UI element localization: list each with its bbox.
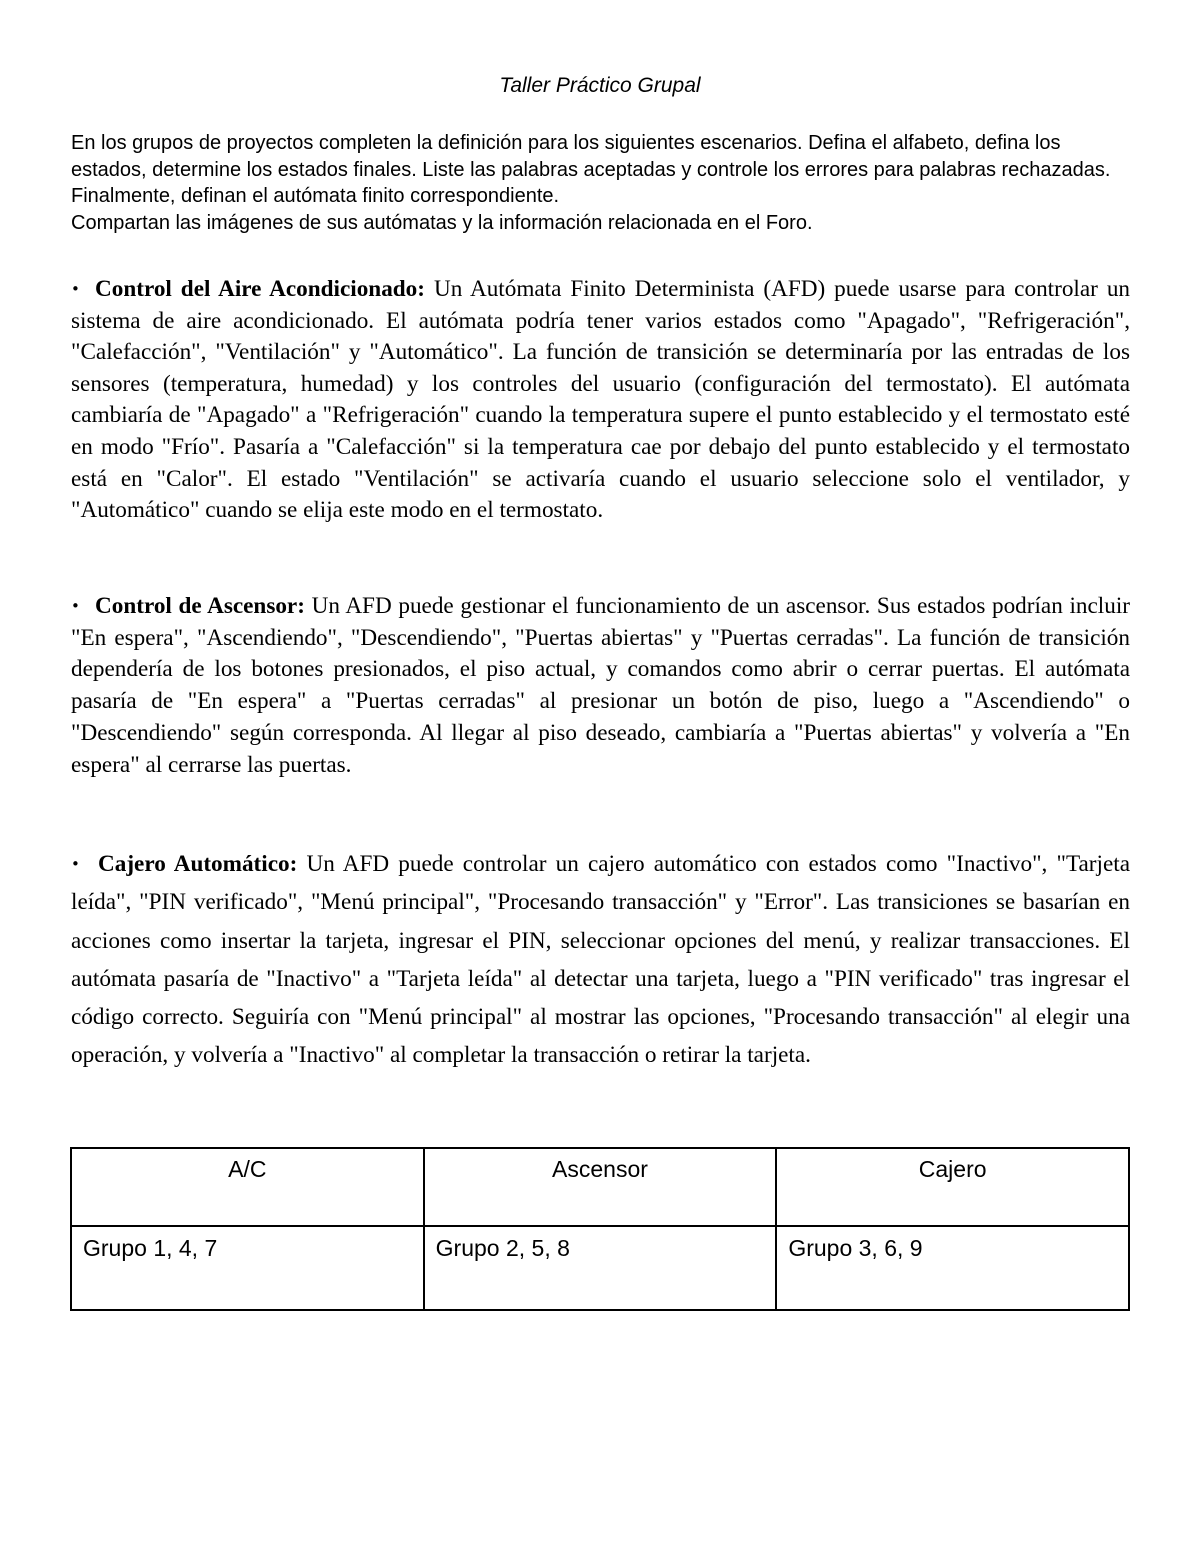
scenario-elevator [71,591,1130,781]
scenario-description: Un AFD puede controlar un cajero automático con estados como "Inactivo", "Tarjeta leída", "PIN verificado", "Menú principal", "Procesando transacción" y "Error". Las transiciones se basarían en acciones como insertar la tarjeta, ingresar el PIN, seleccionar opciones del menú, y realizar transacciones. El autómata pasaría de "Inactivo" a "Tarjeta leída" al detectar una tarjeta, luego a "PIN verificado" tras ingresar el código correcto. Seguiría con "Menú principal" al mostrar las opciones, "Procesando transacción" al elegir una operación, y volvería a "Inactivo" al completar la transacción o retirar la tarjeta. [71,851,1130,1069]
table-header-cell: A/C [71,1148,424,1226]
table-header-cell: Cajero [776,1148,1129,1226]
table-cell: Grupo 2, 5, 8 [424,1226,777,1310]
intro-paragraph: Compartan las imágenes de sus autómatas y la información relacionada en el Foro. [71,211,813,234]
scenario-description: Un AFD puede gestionar el funcionamiento de un ascensor. Sus estados podrían incluir "En espera", "Ascendiendo", "Descendiendo", "Puertas abiertas" y "Puertas cerradas". La función de transición dependería de los botones presionados, el piso actual, y comandos como abrir o cerrar puertas. El autómata pasaría de "En espera" a "Puertas cerradas" al presionar un botón de piso, luego a "Ascendiendo" o "Descendiendo" según corresponda. Al llegar al piso deseado, cambiaría a "Puertas abiertas" y volvería a "En espera" al cerrarse las puertas. [71,593,1130,778]
scenario-heading: Cajero Automático: [98,851,298,877]
table-cell: Grupo 1, 4, 7 [71,1226,424,1310]
bullet-icon: • [71,280,80,298]
table-header-cell: Ascensor [424,1148,777,1226]
intro-paragraph: En los grupos de proyectos completen la definición para los siguientes escenarios. Defina el alfabeto, defina los estados, determine los estados finales. Liste las palabras aceptadas y controle los errores para palabras rechazadas. Finalmente, definan el autómata finito correspondiente. [71,132,1111,207]
intro-instructions [71,130,1141,236]
scenario-heading: Control del Aire Acondicionado: [95,276,425,302]
bullet-icon: • [71,597,80,615]
scenario-heading: Control de Ascensor: [95,593,305,619]
table-cell: Grupo 3, 6, 9 [776,1226,1129,1310]
table-header-row [71,1148,1129,1226]
table-row [71,1226,1129,1310]
scenario-description: Un Autómata Finito Determinista (AFD) puede usarse para controlar un sistema de aire acondicionado. El autómata podría tener varios estados como "Apagado", "Refrigeración", "Calefacción", "Ventilación" y "Automático". La función de transición se determinaría por las entradas de los sensores (temperatura, humedad) y los controles del usuario (configuración del termostato). El autómata cambiaría de "Apagado" a "Refrigeración" cuando la temperatura supere el punto establecido y el termostato esté en modo "Frío". Pasaría a "Calefacción" si la temperatura cae por debajo del punto establecido y el termostato está en "Calor". El estado "Ventilación" se activaría cuando el usuario seleccione solo el ventilador, y "Automático" cuando se elija este modo en el termostato. [71,276,1131,524]
document-title: Taller Práctico Grupal [499,74,701,97]
scenario-air-conditioning [71,274,1130,527]
scenario-atm [71,845,1130,1075]
bullet-icon: • [71,855,80,873]
group-assignment-table [70,1147,1130,1311]
